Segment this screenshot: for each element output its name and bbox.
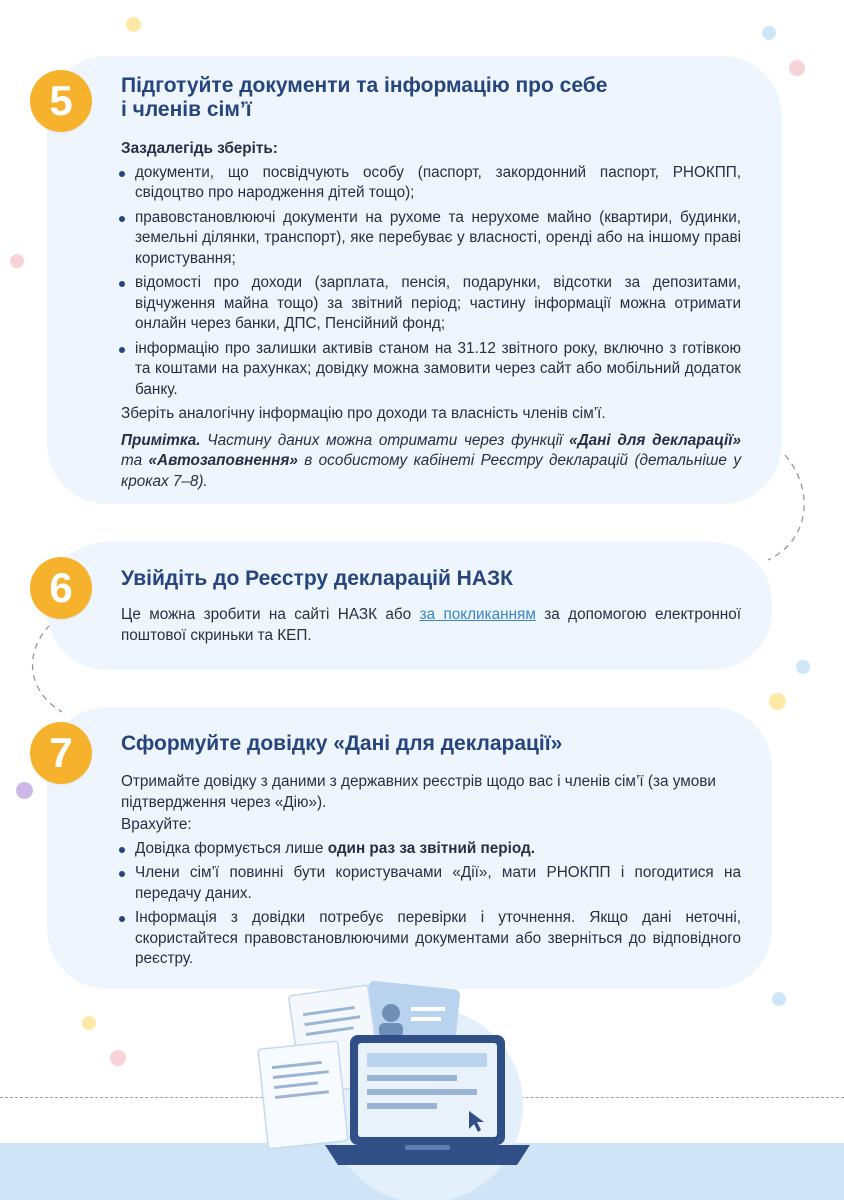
- list-item: Інформація з довідки потребує перевірки і уточнення. Якщо дані неточні, скористайтеся правовстановлюючими документами або зверніться до відповідного реєстру.: [117, 908, 741, 970]
- list-item: відомості про доходи (зарплата, пенсія, подарунки, відсотки за депозитами, відчуження майна тощо) за звітний період; частину інформації можна отримати онлайн через банки, ДПС, Пенсійний фонд;: [117, 273, 741, 335]
- list-item: правовстановлюючі документи на рухоме та нерухоме майно (квартири, будинки, земельні ділянки, транспорт), яке перебуває у власності, оренді або на іншому праві користування;: [117, 208, 741, 270]
- document-icon: [258, 1041, 348, 1149]
- step5-title: Підготуйте документи та інформацію про себе і членів сім’ї: [121, 74, 608, 121]
- step7-list: [117, 839, 741, 970]
- step6-number-badge: 6: [30, 557, 92, 619]
- step5-note: Примітка. Частину даних можна отримати через функції «Дані для декларації» та «Автозаповнення» в особистому кабінеті Реєстру декларацій (детальніше у кроках 7–8).: [121, 431, 742, 490]
- registry-link[interactable]: за покликанням: [419, 606, 536, 623]
- step7-title: Сформуйте довідку «Дані для декларації»: [121, 732, 563, 755]
- step7-consider: Врахуйте:: [121, 816, 192, 833]
- list-item: Довідка формується лише один раз за звітний період.: [117, 839, 741, 860]
- step7-number-badge: 7: [30, 722, 92, 784]
- list-item: інформацію про залишки активів станом на 31.12 звітного року, включно з готівкою та коштами на рахунках; довідку можна замовити через сайт або мобільний додаток банку.: [117, 339, 741, 401]
- step5-subheading: Заздалегідь зберіть:: [121, 140, 278, 157]
- step5-body: [121, 139, 741, 492]
- step7-intro: Отримайте довідку з даними з державних реєстрів щодо вас і членів сім’ї (за умови підтвердження через «Дію»).: [121, 773, 716, 811]
- list-item: Члени сім’ї повинні бути користувачами «Дії», мати РНОКПП і погодитися на передачу даних.: [117, 863, 741, 904]
- step5-list: [117, 163, 741, 401]
- laptop-illustration: [255, 975, 565, 1200]
- list-item: документи, що посвідчують особу (паспорт, закордонний паспорт, РНОКПП, свідоцтво про народження дітей тощо);: [117, 163, 741, 204]
- step5-family-text: Зберіть аналогічну інформацію про доходи та власність членів сім’ї.: [121, 405, 606, 422]
- step6-title: Увійдіть до Реєстру декларацій НАЗК: [121, 567, 513, 590]
- step6-text: Це можна зробити на сайті НАЗК або за покликанням за допомогою електронної поштової скриньки та КЕП.: [121, 606, 741, 644]
- step5-number-badge: 5: [30, 70, 92, 132]
- step7-body: [121, 772, 741, 974]
